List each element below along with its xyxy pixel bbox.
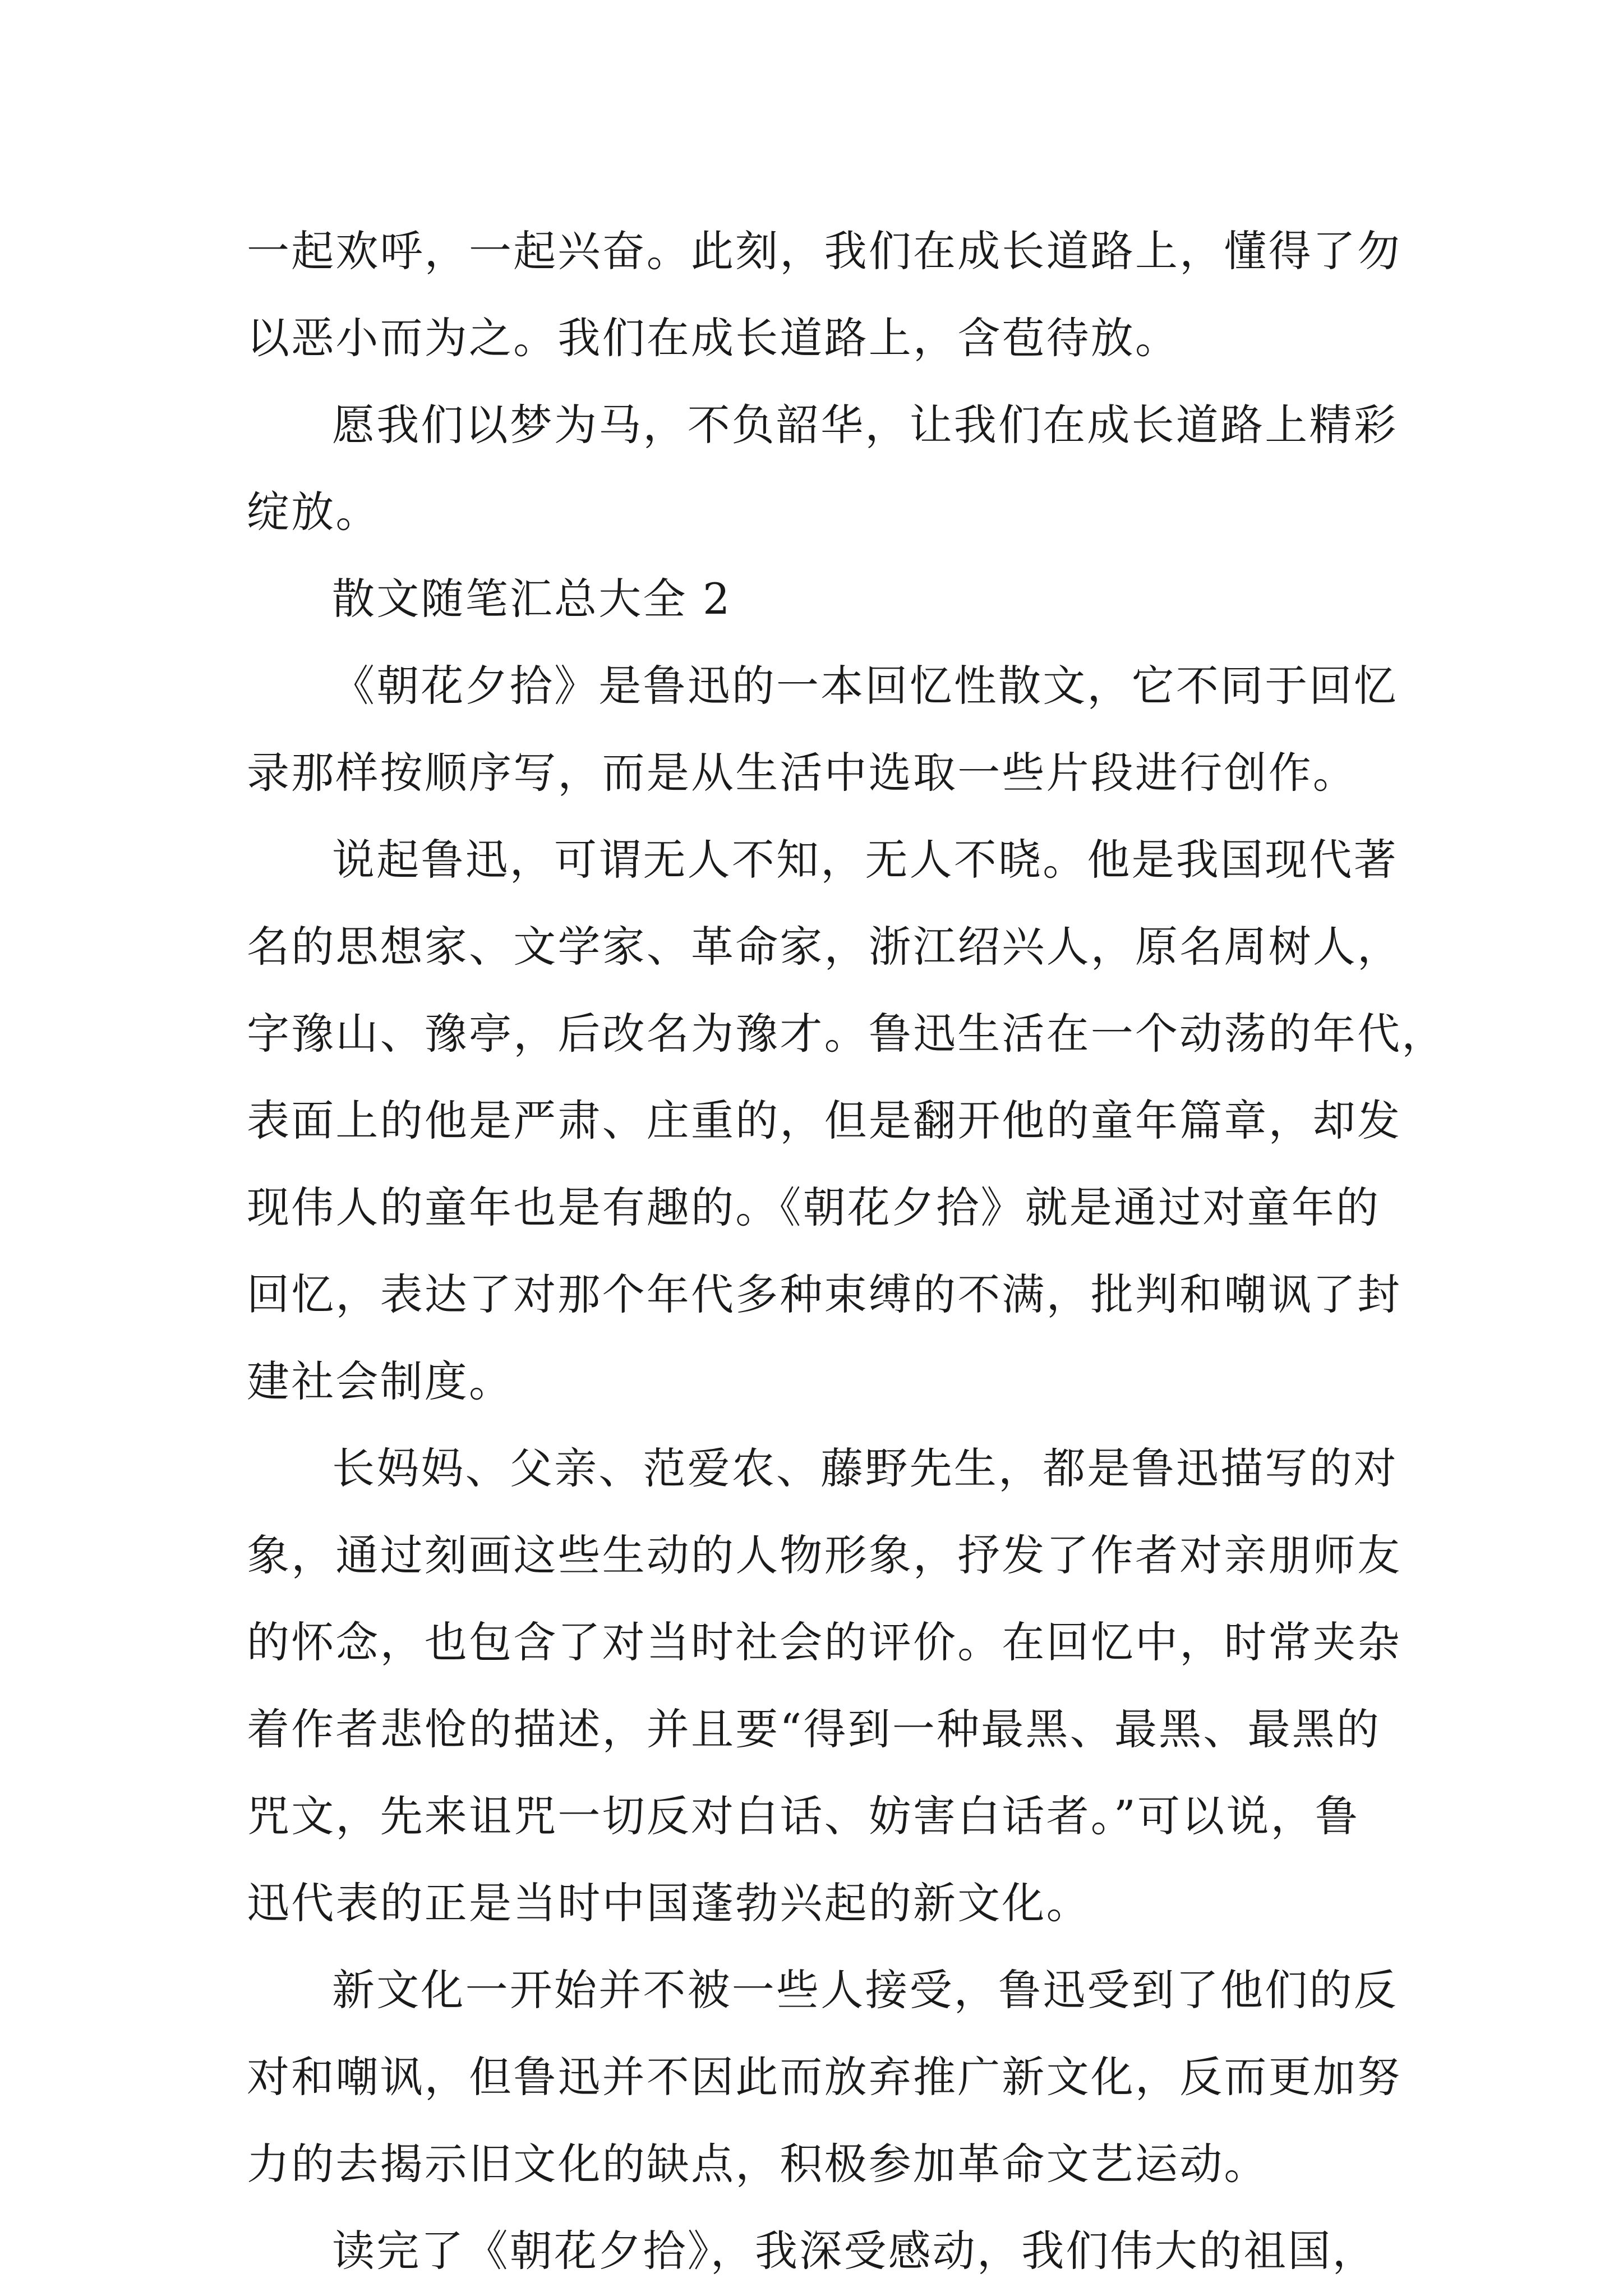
text-line: 建社会制度。 — [247, 1356, 514, 1406]
text-line: 的怀念，也包含了对当时社会的评价。在回忆中，时常夹杂 — [247, 1617, 1402, 1667]
text-line: 新文化一开始并不被一些人接受，鲁迅受到了他们的反 — [332, 1965, 1398, 2015]
text-line: 咒文，先来诅咒一切反对白话、妨害白话者。”可以说，鲁 — [247, 1791, 1360, 1841]
document-body — [247, 208, 1446, 2294]
section-heading: 散文随笔汇总大全 2 — [332, 574, 732, 624]
text-line: 长妈妈、父亲、范爱农、藤野先生，都是鲁迅描写的对 — [332, 1443, 1398, 1493]
text-line: 愿我们以梦为马，不负韶华，让我们在成长道路上精彩 — [332, 400, 1398, 450]
text-line: 名的思想家、文学家、革命家，浙江绍兴人，原名周树人， — [247, 922, 1402, 972]
text-line: 录那样按顺序写，而是从生活中选取一些片段进行创作。 — [247, 748, 1357, 798]
text-line: 迅代表的正是当时中国蓬勃兴起的新文化。 — [247, 1878, 1091, 1928]
text-line: 回忆，表达了对那个年代多种束缚的不满，批判和嘲讽了封 — [247, 1269, 1402, 1319]
text-line: 现伟人的童年也是有趣的。《朝花夕拾》就是通过对童年的 — [247, 1182, 1381, 1232]
text-line: 说起鲁迅，可谓无人不知，无人不晓。他是我国现代著 — [332, 835, 1398, 885]
text-line: 力的去揭示旧文化的缺点，积极参加革命文艺运动。 — [247, 2139, 1269, 2189]
text-line: 表面上的他是严肃、庄重的，但是翻开他的童年篇章，却发 — [247, 1096, 1402, 1145]
text-line: 读完了《朝花夕拾》，我深受感动，我们伟大的祖国， — [332, 2226, 1377, 2276]
text-line: 对和嘲讽，但鲁迅并不因此而放弃推广新文化，反而更加努 — [247, 2052, 1402, 2102]
text-line: 《朝花夕拾》是鲁迅的一本回忆性散文，它不同于回忆 — [332, 661, 1398, 711]
text-line: 一起欢呼，一起兴奋。此刻，我们在成长道路上，懂得了勿 — [247, 226, 1402, 276]
text-line: 象，通过刻画这些生动的人物形象，抒发了作者对亲朋师友 — [247, 1530, 1402, 1580]
text-line: 绽放。 — [247, 487, 380, 537]
text-line: 字豫山、豫亭，后改名为豫才。鲁迅生活在一个动荡的年代， — [247, 1009, 1446, 1059]
text-line: 着作者悲怆的描述，并且要“得到一种最黑、最黑、最黑的 — [247, 1704, 1381, 1754]
text-line: 以恶小而为之。我们在成长道路上，含苞待放。 — [247, 313, 1180, 363]
